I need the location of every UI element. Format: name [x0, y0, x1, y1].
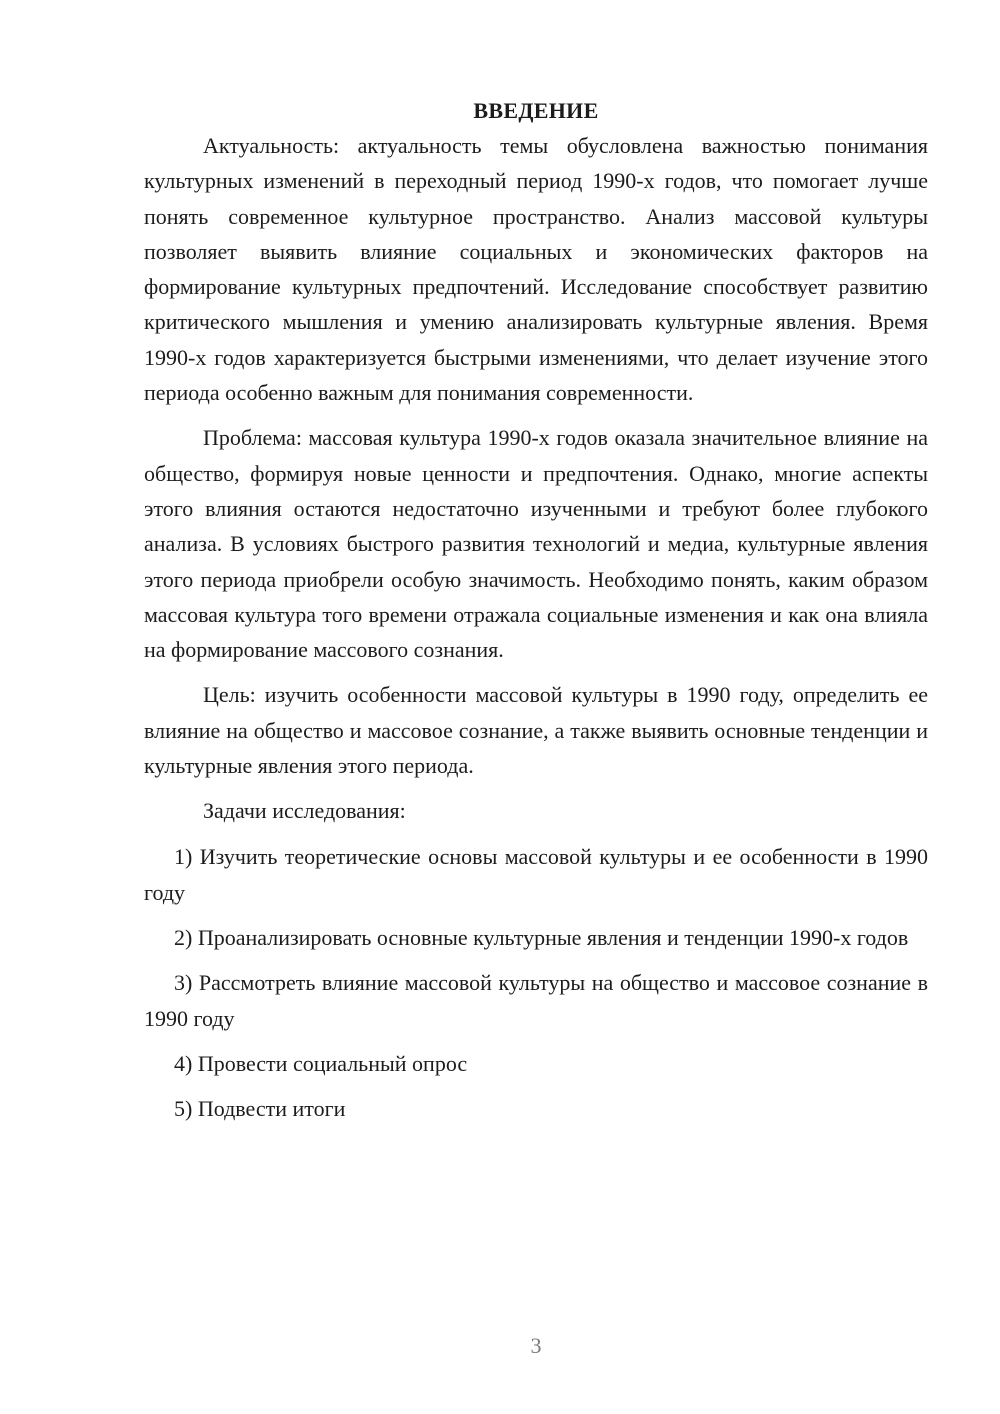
- paragraph-goal: Цель: изучить особенности массовой культуры в 1990 году, определить ее влияние на общество и массовое сознание, а также выявить основные тенденции и культурные явления этого периода.: [144, 682, 928, 779]
- task-item-2: 2) Проанализировать основные культурные явления и тенденции 1990-х годов: [174, 924, 909, 950]
- task-item-4: 4) Провести социальный опрос: [174, 1050, 468, 1076]
- tasks-title: Задачи исследования:: [203, 798, 406, 824]
- task-item-1: 1) Изучить теоретические основы массовой культуры и ее особенности в 1990 году: [144, 844, 928, 905]
- task-item-3: 3) Рассмотреть влияние массовой культуры на общество и массовое сознание в 1990 году: [144, 970, 928, 1031]
- paragraph-problem: Проблема: массовая культура 1990-х годов оказала значительное влияние на общество, формируя новые ценности и предпочтения. Однако, многие аспекты этого влияния остаются недостаточно изученными и требуют более глубокого анализа. В условиях быстрого развития технологий и медиа, культурные явления этого периода приобрели особую значимость. Необходимо понять, каким образом массовая культура того времени отражала социальные изменения и как она влияла на формирование массового сознания.: [144, 425, 928, 663]
- page-number: 3: [530, 1333, 542, 1358]
- page-content: [144, 93, 928, 1136]
- paragraph-relevance: Актуальность: актуальность темы обусловлена важностью понимания культурных изменений в переходный период 1990-х годов, что помогает лучше понять современное культурное пространство. Анализ массовой культуры позволяет выявить влияние социальных и экономических факторов на формирование культурных предпочтений. Исследование способствует развитию критического мышления и умению анализировать культурные явления. Время 1990-х годов характеризуется быстрыми изменениями, что делает изучение этого периода особенно важным для понимания современности.: [144, 133, 928, 406]
- task-item-5: 5) Подвести итоги: [174, 1096, 346, 1122]
- section-heading: ВВЕДЕНИЕ: [473, 98, 599, 123]
